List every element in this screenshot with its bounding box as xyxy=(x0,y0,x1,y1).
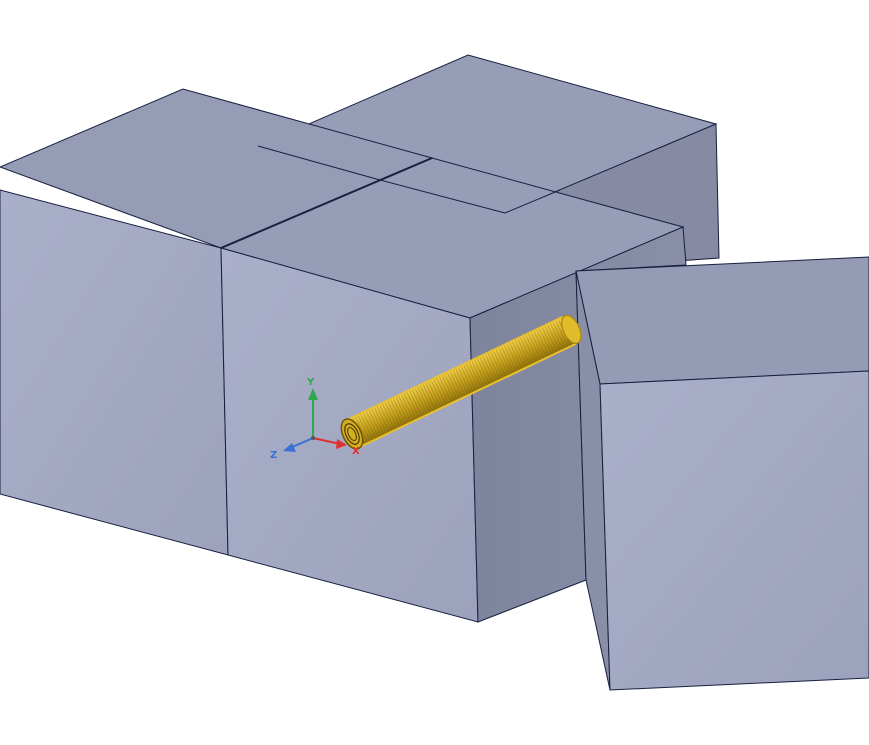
x-axis-label: X xyxy=(352,446,360,457)
z-axis-label: Z xyxy=(270,450,278,461)
block-right-top[interactable] xyxy=(576,257,869,384)
y-axis-label: Y xyxy=(307,377,315,388)
origin-dot xyxy=(311,436,315,440)
block-left-front[interactable] xyxy=(0,190,228,555)
block-right-front[interactable] xyxy=(600,371,869,690)
block-right[interactable] xyxy=(576,257,869,690)
